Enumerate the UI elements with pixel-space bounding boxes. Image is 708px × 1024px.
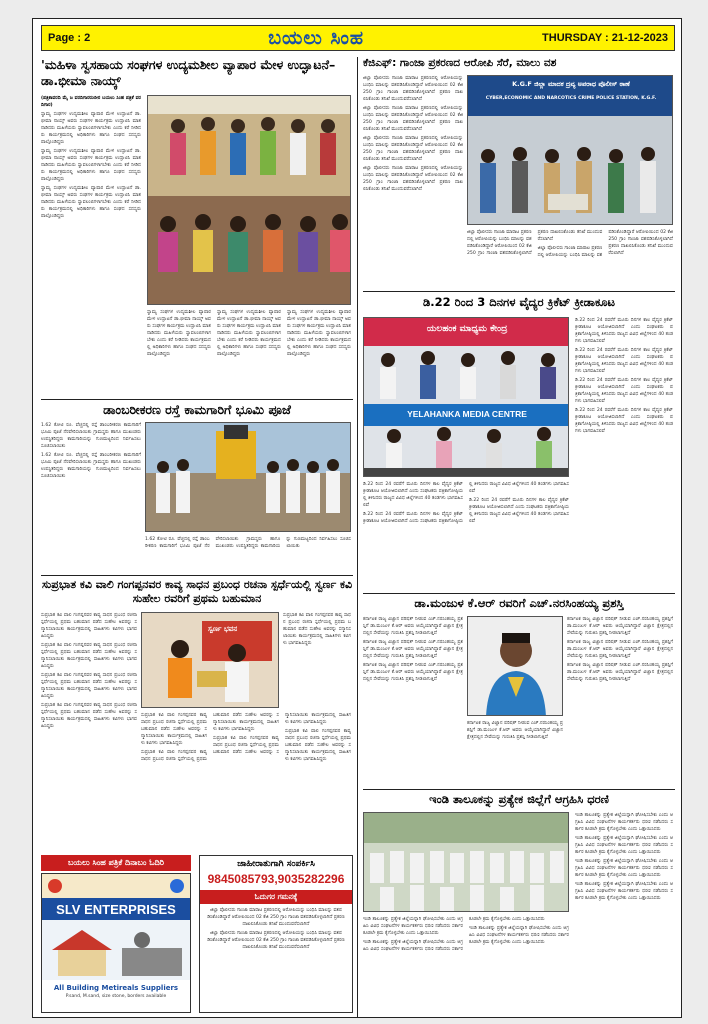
indi-body-cont: ಇಂಡಿ ತಾಲೂಕನ್ನು ಪ್ರತ್ಯೇಕ ಜಿಲ್ಲೆಯನ್ನಾಗಿ ಘೋಷಿಸಬೇಕು ಎಂದು ಆಗ್ರಹಿಸಿ ವಿವಿಧ ಸಂಘಟನೆಗಳ ಕಾರ್ಯಕರ್ತರು ಧರಣಿ ನಡೆಸಿದರು ಸರ್ಕಾರ ಕೂಡಲೇ ಕ್ರಮ ಕೈಗೊಳ್ಳಬೇಕು ಎಂದು ಒತ್ತಾಯಿಸಿದರು: [363, 917, 545, 952]
media-centre-kannada-banner: ಯಲಹಂಕ ಮಾಧ್ಯಮ ಕೇಂದ್ರ: [426, 324, 508, 334]
poem-body-cont: ಸುಪ್ರಭಾತ ಕವಿ ವಾಲಿ ಗಂಗಪ್ಪನವರ ಕಾವ್ಯ ಸಾಧನ ಪ್ರಬಂಧ ರಚನಾ ಸ್ಪರ್ಧೆಯಲ್ಲಿ ಪ್ರಥಮ ಬಹುಮಾನ ಪಡೆದ ಸುಹೇಲ ಅವರನ್ನು ಸನ್ಮಾನಿಸಲಾಯಿತು ಕಾರ್ಯಕ್ರಮದಲ್ಲಿ ಸಾಹಿತಿಗಳು ಕವಿಗಳು ಭಾಗವಹಿಸಿದ್ದರು: [285, 729, 351, 762]
poem-body-col3: [283, 612, 351, 708]
kgf-body-repeat: ಜಿಲ್ಲಾ ಪೊಲೀಸರು ಗಾಂಜಾ ಮಾರಾಟ ಪ್ರಕರಣದಲ್ಲಿ ಆರೋಪಿಯನ್ನು ಬಂಧಿಸಿ ಮಾಲನ್ನು ವಶಪಡಿಸಿಕೊಂಡಿದ್ದಾರೆ ಆರೋಪಿಯಿಂದ 02 ಕೆಜಿ 250 ಗ್ರಾಂ ಗಾಂಜಾ ವಶಪಡಿಸಿಕೊಳ್ಳಲಾಗಿದೆ ಪ್ರಕರಣ ದಾಖಲಿಸಿಕೊಂಡು ತನಿಖೆ ಮುಂದುವರೆಸಲಾಗಿದೆ: [363, 106, 463, 132]
indi-headline: ಇಂಡಿ ತಾಲೂಕನ್ನು ಪ್ರತ್ಯೇಕ ಜಿಲ್ಲೆಗೆ ಆಗ್ರಹಿಸಿ ಧರಣಿ: [429, 792, 609, 806]
column-divider: [357, 57, 358, 1017]
advertise-title: ಜಾಹೀರಾತುಗಾಗಿ ಸಂಪರ್ಕಿಸಿ: [237, 859, 315, 869]
mahila-body-continued: [147, 309, 351, 397]
poem-headline: ಸುಪ್ರಭಾತ ಕವಿ ವಾಲಿ ಗಂಗಪ್ಪನವರ ಕಾವ್ಯ ಸಾಧನ ಪ್ರಬಂಧ ರಚನಾ ಸ್ಪರ್ಧೆಯಲ್ಲಿ ಸ್ವರ್ಣ ಕವಿ ಸುಹೇಲ ರವರಿಗೆ ಪ್ರಥಮ ಬಹುಮಾನ: [41, 578, 353, 605]
award-body-cont: ಕರ್ನಾಟಕ ರಾಜ್ಯ ವಿಜ್ಞಾನ ಪರಿಷತ್ ನೀಡುವ ಎಚ್.ನರಸಿಂಹಯ್ಯ ಪ್ರಶಸ್ತಿಗೆ ಡಾ.ಮಂಜುಳ ಕೆ.ಆರ್ ಅವರು ಆಯ್ಕೆಯಾಗಿದ್ದಾರೆ ವಿಜ್ಞಾನ ಕ್ಷೇತ್ರದಲ್ಲಿನ ಸೇವೆಯನ್ನು ಗುರುತಿಸಿ ಪ್ರಶಸ್ತಿ ನೀಡಲಾಗುತ್ತಿದೆ: [567, 617, 673, 636]
indi-body-cont: ಇಂಡಿ ತಾಲೂಕನ್ನು ಪ್ರತ್ಯೇಕ ಜಿಲ್ಲೆಯನ್ನಾಗಿ ಘೋಷಿಸಬೇಕು ಎಂದು ಆಗ್ರಹಿಸಿ ವಿವಿಧ ಸಂಘಟನೆಗಳ ಕಾರ್ಯಕರ್ತರು ಧರಣಿ ನಡೆಸಿದರು ಸರ್ಕಾರ ಕೂಡಲೇ ಕ್ರಮ ಕೈಗೊಳ್ಳಬೇಕು ಎಂದು ಒತ್ತಾಯಿಸಿದರು: [469, 926, 569, 945]
slv-tagline: All Building Metireals Suppliers: [53, 984, 179, 992]
kgf-body-cont: ಜಿಲ್ಲಾ ಪೊಲೀಸರು ಗಾಂಜಾ ಮಾರಾಟ ಪ್ರಕರಣದಲ್ಲಿ ಆರೋಪಿಯನ್ನು ಬಂಧಿಸಿ ಮಾಲನ್ನು ವಶಪಡಿಸಿಕೊಂಡಿದ್ದಾರೆ ಆರೋಪಿಯಿಂದ 02 ಕೆಜಿ 250 ಗ್ರಾಂ ಗಾಂಜಾ ವಶಪಡಿಸಿಕೊಳ್ಳಲಾಗಿದೆ ಪ್ರಕರಣ ದಾಖಲಿಸಿಕೊಂಡು ತನಿಖೆ ಮುಂದುವರೆಸಲಾಗಿದೆ: [537, 230, 673, 258]
award-headline: ಡಾ.ಮಂಜುಳ ಕೆ.ಆರ್ ರವರಿಗೆ ಎಚ್.ನರಸಿಂಹಯ್ಯ ಪ್ರಶಸ್ತಿ: [414, 596, 624, 610]
cricket-body-cont: ಡಿ.22 ರಿಂದ 24 ರವರೆಗೆ ಮೂರು ದಿನಗಳ ಕಾಲ ವೈದ್ಯರ ಕ್ರಿಕೆಟ್ ಕ್ರೀಡಾಕೂಟ ಆಯೋಜಿಸಲಾಗಿದೆ ಎಂದು ಸಂಘಟಕರು ಪತ್ರಿಕಾಗೋಷ್ಠಿಯಲ್ಲಿ ತಿಳಿಸಿದರು ರಾಜ್ಯದ ವಿವಿಧ ಜಿಲ್ಲೆಗಳಿಂದ 40 ತಂಡಗಳು ಭಾಗವಹಿಸಲಿವೆ: [363, 482, 569, 524]
cricket-body-cont: ಡಿ.22 ರಿಂದ 24 ರವರೆಗೆ ಮೂರು ದಿನಗಳ ಕಾಲ ವೈದ್ಯರ ಕ್ರಿಕೆಟ್ ಕ್ರೀಡಾಕೂಟ ಆಯೋಜಿಸಲಾಗಿದೆ ಎಂದು ಸಂಘಟಕರು ಪತ್ರಿಕಾಗೋಷ್ಠಿಯಲ್ಲಿ ತಿಳಿಸಿದರು ರಾಜ್ಯದ ವಿವಿಧ ಜಿಲ್ಲೆಗಳಿಂದ 40 ತಂಡಗಳು ಭಾಗವಹಿಸಲಿವೆ: [575, 408, 673, 434]
indi-body: ಇಂಡಿ ತಾಲೂಕನ್ನು ಪ್ರತ್ಯೇಕ ಜಿಲ್ಲೆಯನ್ನಾಗಿ ಘೋಷಿಸಬೇಕು ಎಂದು ಆಗ್ರಹಿಸಿ ವಿವಿಧ ಸಂಘಟನೆಗಳ ಕಾರ್ಯಕರ್ತರು ಧರಣಿ ನಡೆಸಿದರು ಸರ್ಕಾರ ಕೂಡಲೇ ಕ್ರಮ ಕೈಗೊಳ್ಳಬೇಕು ಎಂದು ಒತ್ತಾಯಿಸಿದರು: [575, 813, 673, 832]
kgf-body-col1: [363, 75, 463, 287]
mahila-body-repeat: ಸ್ವಾಮ್ಯ ಸಂಘಗಳ ಉದ್ಯಮಶೀಲ ವ್ಯಾಪಾರ ಮೇಳ ಉದ್ಘಾಟನೆ ಡಾ.ಭೀಮಾ ನಾಯ್ಕ್ ಅವರು ಸಂಘಗಳ ಕಾರ್ಯಕ್ರಮ ಉದ್ಘಾಟಿಸಿ ಮಾತನಾಡಿದರು ಮಹಿಳೆಯರು ಸ್ವಾವಲಂಬಿಗಳಾಗಬೇಕು ಎಂದು ಕರೆ ನೀಡಿದರು ಕಾರ್ಯಕ್ರಮದಲ್ಲಿ ಅಧಿಕಾರಿಗಳು ಹಾಗೂ ಸಂಘದ ಸದಸ್ಯರು ಪಾಲ್ಗೊಂಡಿದ್ದರು: [41, 186, 141, 219]
cricket-body-col3: [575, 317, 673, 589]
indi-body-cont: ಇಂಡಿ ತಾಲೂಕನ್ನು ಪ್ರತ್ಯೇಕ ಜಿಲ್ಲೆಯನ್ನಾಗಿ ಘೋಷಿಸಬೇಕು ಎಂದು ಆಗ್ರಹಿಸಿ ವಿವಿಧ ಸಂಘಟನೆಗಳ ಕಾರ್ಯಕರ್ತರು ಧರಣಿ ನಡೆಸಿದರು ಸರ್ಕಾರ ಕೂಡಲೇ ಕ್ರಮ ಕೈಗೊಳ್ಳಬೇಕು ಎಂದು ಒತ್ತಾಯಿಸಿದರು: [575, 836, 673, 855]
notice-text: ಜಿಲ್ಲಾ ಪೊಲೀಸರು ಗಾಂಜಾ ಮಾರಾಟ ಪ್ರಕರಣದಲ್ಲಿ ಆರೋಪಿಯನ್ನು ಬಂಧಿಸಿ ಮಾಲನ್ನು ವಶಪಡಿಸಿಕೊಂಡಿದ್ದಾರೆ ಆರೋಪಿಯಿಂದ 02 ಕೆಜಿ 250 ಗ್ರಾಂ ಗಾಂಜಾ ವಶಪಡಿಸಿಕೊಳ್ಳಲಾಗಿದೆ ಪ್ರಕರಣ ದಾಖಲಿಸಿಕೊಂಡು ತನಿಖೆ ಮುಂದುವರೆಸಲಾಗಿದೆ: [207, 931, 345, 950]
section-divider: [41, 399, 353, 400]
kgf-photo: [467, 75, 673, 225]
cricket-body-cont: ಡಿ.22 ರಿಂದ 24 ರವರೆಗೆ ಮೂರು ದಿನಗಳ ಕಾಲ ವೈದ್ಯರ ಕ್ರಿಕೆಟ್ ಕ್ರೀಡಾಕೂಟ ಆಯೋಜಿಸಲಾಗಿದೆ ಎಂದು ಸಂಘಟಕರು ಪತ್ರಿಕಾಗೋಷ್ಠಿಯಲ್ಲಿ ತಿಳಿಸಿದರು ರಾಜ್ಯದ ವಿವಿಧ ಜಿಲ್ಲೆಗಳಿಂದ 40 ತಂಡಗಳು ಭಾಗವಹಿಸಲಿವೆ: [469, 498, 569, 524]
cricket-body-continued: [363, 481, 569, 589]
kgf-body-cont: ಜಿಲ್ಲಾ ಪೊಲೀಸರು ಗಾಂಜಾ ಮಾರಾಟ ಪ್ರಕರಣದಲ್ಲಿ ಆರೋಪಿಯನ್ನು ಬಂಧಿಸಿ ಮಾಲನ್ನು ವಶಪಡಿಸಿಕೊಂಡಿದ್ದಾರೆ ಆರೋಪಿಯಿಂದ 02 ಕೆಜಿ 250 ಗ್ರಾಂ ಗಾಂಜಾ ವಶಪಡಿಸಿಕೊಳ್ಳಲಾಗಿದೆ ಪ್ರಕರಣ ದಾಖಲಿಸಿಕೊಂಡು ತನಿಖೆ ಮುಂದುವರೆಸಲಾಗಿದೆ: [467, 230, 603, 256]
police-station-sign-kannada: K.G.F ಜಿಲ್ಲಾ ಮಾದಕ ದ್ರವ್ಯ ಅಪರಾಧ ಪೊಲೀಸ್ ಠಾಣೆ: [512, 80, 630, 88]
mahila-photo: [147, 95, 351, 305]
slv-name: SLV ENTERPRISES: [42, 898, 190, 920]
kgf-story: [363, 57, 675, 289]
mahila-body-repeat: ಸ್ವಾಮ್ಯ ಸಂಘಗಳ ಉದ್ಯಮಶೀಲ ವ್ಯಾಪಾರ ಮೇಳ ಉದ್ಘಾಟನೆ ಡಾ.ಭೀಮಾ ನಾಯ್ಕ್ ಅವರು ಸಂಘಗಳ ಕಾರ್ಯಕ್ರಮ ಉದ್ಘಾಟಿಸಿ ಮಾತನಾಡಿದರು ಮಹಿಳೆಯರು ಸ್ವಾವಲಂಬಿಗಳಾಗಬೇಕು ಎಂದು ಕರೆ ನೀಡಿದರು ಕಾರ್ಯಕ್ರಮದಲ್ಲಿ ಅಧಿಕಾರಿಗಳು ಹಾಗೂ ಸಂಘದ ಸದಸ್ಯರು ಪಾಲ್ಗೊಂಡಿದ್ದರು: [41, 149, 141, 182]
road-story: [41, 402, 353, 574]
road-body-col1: [41, 422, 141, 572]
poem-body-cont: ಸುಪ್ರಭಾತ ಕವಿ ವಾಲಿ ಗಂಗಪ್ಪನವರ ಕಾವ್ಯ ಸಾಧನ ಪ್ರಬಂಧ ರಚನಾ ಸ್ಪರ್ಧೆಯಲ್ಲಿ ಪ್ರಥಮ ಬಹುಮಾನ ಪಡೆದ ಸುಹೇಲ ಅವರನ್ನು ಸನ್ಮಾನಿಸಲಾಯಿತು ಕಾರ್ಯಕ್ರಮದಲ್ಲಿ ಸಾಹಿತಿಗಳು ಕವಿಗಳು ಭಾಗವಹಿಸಿದ್ದರು: [141, 713, 279, 762]
poem-photo: [141, 612, 279, 708]
indi-body-cont: ಇಂಡಿ ತಾಲೂಕನ್ನು ಪ್ರತ್ಯೇಕ ಜಿಲ್ಲೆಯನ್ನಾಗಿ ಘೋಷಿಸಬೇಕು ಎಂದು ಆಗ್ರಹಿಸಿ ವಿವಿಧ ಸಂಘಟನೆಗಳ ಕಾರ್ಯಕರ್ತರು ಧರಣಿ ನಡೆಸಿದರು ಸರ್ಕಾರ ಕೂಡಲೇ ಕ್ರಮ ಕೈಗೊಳ್ಳಬೇಕು ಎಂದು ಒತ್ತಾಯಿಸಿದರು: [575, 882, 673, 901]
award-body-cont: ಕರ್ನಾಟಕ ರಾಜ್ಯ ವಿಜ್ಞಾನ ಪರಿಷತ್ ನೀಡುವ ಎಚ್.ನರಸಿಂಹಯ್ಯ ಪ್ರಶಸ್ತಿಗೆ ಡಾ.ಮಂಜುಳ ಕೆ.ಆರ್ ಅವರು ಆಯ್ಕೆಯಾಗಿದ್ದಾರೆ ವಿಜ್ಞಾನ ಕ್ಷೇತ್ರದಲ್ಲಿನ ಸೇವೆಯನ್ನು ಗುರುತಿಸಿ ಪ್ರಶಸ್ತಿ ನೀಡಲಾಗುತ್ತಿದೆ: [363, 663, 463, 682]
notice-title: ಓದುಗರ ಗಮನಕ್ಕೆ: [200, 890, 352, 904]
poem-body-cont: ಸುಪ್ರಭಾತ ಕವಿ ವಾಲಿ ಗಂಗಪ್ಪನವರ ಕಾವ್ಯ ಸಾಧನ ಪ್ರಬಂಧ ರಚನಾ ಸ್ಪರ್ಧೆಯಲ್ಲಿ ಪ್ರಥಮ ಬಹುಮಾನ ಪಡೆದ ಸುಹೇಲ ಅವರನ್ನು ಸನ್ಮಾನಿಸಲಾಯಿತು ಕಾರ್ಯಕ್ರಮದಲ್ಲಿ ಸಾಹಿತಿಗಳು ಕವಿಗಳು ಭಾಗವಹಿಸಿದ್ದರು: [141, 713, 207, 746]
award-portrait: [467, 616, 563, 716]
kgf-body-repeat: ಜಿಲ್ಲಾ ಪೊಲೀಸರು ಗಾಂಜಾ ಮಾರಾಟ ಪ್ರಕರಣದಲ್ಲಿ ಆರೋಪಿಯನ್ನು ಬಂಧಿಸಿ ಮಾಲನ್ನು ವಶಪಡಿಸಿಕೊಂಡಿದ್ದಾರೆ ಆರೋಪಿಯಿಂದ 02 ಕೆಜಿ 250 ಗ್ರಾಂ ಗಾಂಜಾ ವಶಪಡಿಸಿಕೊಳ್ಳಲಾಗಿದೆ ಪ್ರಕರಣ ದಾಖಲಿಸಿಕೊಂಡು ತನಿಖೆ ಮುಂದುವರೆಸಲಾಗಿದೆ: [363, 136, 463, 162]
newspaper-title: ಬಯಲು ಸಿಂಹ: [268, 27, 365, 49]
award-body: ಕರ್ನಾಟಕ ರಾಜ್ಯ ವಿಜ್ಞಾನ ಪರಿಷತ್ ನೀಡುವ ಎಚ್.ನರಸಿಂಹಯ್ಯ ಪ್ರಶಸ್ತಿಗೆ ಡಾ.ಮಂಜುಳ ಕೆ.ಆರ್ ಅವರು ಆಯ್ಕೆಯಾಗಿದ್ದಾರೆ ವಿಜ್ಞಾನ ಕ್ಷೇತ್ರದಲ್ಲಿನ ಸೇವೆಯನ್ನು ಗುರುತಿಸಿ ಪ್ರಶಸ್ತಿ ನೀಡಲಾಗುತ್ತಿದೆ: [363, 617, 463, 636]
mahila-body-cont: ಸ್ವಾಮ್ಯ ಸಂಘಗಳ ಉದ್ಯಮಶೀಲ ವ್ಯಾಪಾರ ಮೇಳ ಉದ್ಘಾಟನೆ ಡಾ.ಭೀಮಾ ನಾಯ್ಕ್ ಅವರು ಸಂಘಗಳ ಕಾರ್ಯಕ್ರಮ ಉದ್ಘಾಟಿಸಿ ಮಾತನಾಡಿದರು ಮಹಿಳೆಯರು ಸ್ವಾವಲಂಬಿಗಳಾಗಬೇಕು ಎಂದು ಕರೆ ನೀಡಿದರು ಕಾರ್ಯಕ್ರಮದಲ್ಲಿ ಅಧಿಕಾರಿಗಳು ಹಾಗೂ ಸಂಘದ ಸದಸ್ಯರು ಪಾಲ್ಗೊಂಡಿದ್ದರು: [287, 310, 351, 357]
poem-body-continued: [141, 712, 351, 848]
notice-text: ಜಿಲ್ಲಾ ಪೊಲೀಸರು ಗಾಂಜಾ ಮಾರಾಟ ಪ್ರಕರಣದಲ್ಲಿ ಆರೋಪಿಯನ್ನು ಬಂಧಿಸಿ ಮಾಲನ್ನು ವಶಪಡಿಸಿಕೊಂಡಿದ್ದಾರೆ ಆರೋಪಿಯಿಂದ 02 ಕೆಜಿ 250 ಗ್ರಾಂ ಗಾಂಜಾ ವಶಪಡಿಸಿಕೊಳ್ಳಲಾಗಿದೆ ಪ್ರಕರಣ ದಾಖಲಿಸಿಕೊಂಡು ತನಿಖೆ ಮುಂದುವರೆಸಲಾಗಿದೆ: [207, 908, 345, 927]
poem-body: ಸುಪ್ರಭಾತ ಕವಿ ವಾಲಿ ಗಂಗಪ್ಪನವರ ಕಾವ್ಯ ಸಾಧನ ಪ್ರಬಂಧ ರಚನಾ ಸ್ಪರ್ಧೆಯಲ್ಲಿ ಪ್ರಥಮ ಬಹುಮಾನ ಪಡೆದ ಸುಹೇಲ ಅವರನ್ನು ಸನ್ಮಾನಿಸಲಾಯಿತು ಕಾರ್ಯಕ್ರಮದಲ್ಲಿ ಸಾಹಿತಿಗಳು ಕವಿಗಳು ಭಾಗವಹಿಸಿದ್ದರು: [41, 613, 137, 639]
poem-body-cont: ಸುಪ್ರಭಾತ ಕವಿ ವಾಲಿ ಗಂಗಪ್ಪನವರ ಕಾವ್ಯ ಸಾಧನ ಪ್ರಬಂಧ ರಚನಾ ಸ್ಪರ್ಧೆಯಲ್ಲಿ ಪ್ರಥಮ ಬಹುಮಾನ ಪಡೆದ ಸುಹೇಲ ಅವರನ್ನು ಸನ್ಮಾನಿಸಲಾಯಿತು ಕಾರ್ಯಕ್ರಮದಲ್ಲಿ ಸಾಹಿತಿಗಳು ಕವಿಗಳು ಭಾಗವಹಿಸಿದ್ದರು: [213, 713, 351, 755]
kgf-body: ಜಿಲ್ಲಾ ಪೊಲೀಸರು ಗಾಂಜಾ ಮಾರಾಟ ಪ್ರಕರಣದಲ್ಲಿ ಆರೋಪಿಯನ್ನು ಬಂಧಿಸಿ ಮಾಲನ್ನು ವಶಪಡಿಸಿಕೊಂಡಿದ್ದಾರೆ ಆರೋಪಿಯಿಂದ 02 ಕೆಜಿ 250 ಗ್ರಾಂ ಗಾಂಜಾ ವಶಪಡಿಸಿಕೊಳ್ಳಲಾಗಿದೆ ಪ್ರಕರಣ ದಾಖಲಿಸಿಕೊಂಡು ತನಿಖೆ ಮುಂದುವರೆಸಲಾಗಿದೆ: [363, 76, 463, 102]
cricket-body-cont: ಡಿ.22 ರಿಂದ 24 ರವರೆಗೆ ಮೂರು ದಿನಗಳ ಕಾಲ ವೈದ್ಯರ ಕ್ರಿಕೆಟ್ ಕ್ರೀಡಾಕೂಟ ಆಯೋಜಿಸಲಾಗಿದೆ ಎಂದು ಸಂಘಟಕರು ಪತ್ರಿಕಾಗೋಷ್ಠಿಯಲ್ಲಿ ತಿಳಿಸಿದರು ರಾಜ್ಯದ ವಿವಿಧ ಜಿಲ್ಲೆಗಳಿಂದ 40 ತಂಡಗಳು ಭಾಗವಹಿಸಲಿವೆ: [363, 482, 463, 508]
police-station-sign-english: CYBER,ECONOMIC AND NARCOTICS CRIME POLICE STATION, K.G.F.: [485, 96, 657, 101]
award-body-cont: ಕರ್ನಾಟಕ ರಾಜ್ಯ ವಿಜ್ಞಾನ ಪರಿಷತ್ ನೀಡುವ ಎಚ್.ನರಸಿಂಹಯ್ಯ ಪ್ರಶಸ್ತಿಗೆ ಡಾ.ಮಂಜುಳ ಕೆ.ಆರ್ ಅವರು ಆಯ್ಕೆಯಾಗಿದ್ದಾರೆ ವಿಜ್ಞಾನ ಕ್ಷೇತ್ರದಲ್ಲಿನ ಸೇವೆಯನ್ನು ಗುರುತಿಸಿ ಪ್ರಶಸ್ತಿ ನೀಡಲಾಗುತ್ತಿದೆ: [363, 640, 463, 659]
indi-body-col3: [575, 812, 673, 1014]
slv-products: P.sand, M.sand, size stone, borders available: [65, 994, 167, 999]
cricket-press-photo: [363, 317, 569, 477]
advertise-contact-ad: [199, 855, 353, 1013]
indi-body-cont: ಇಂಡಿ ತಾಲೂಕನ್ನು ಪ್ರತ್ಯೇಕ ಜಿಲ್ಲೆಯನ್ನಾಗಿ ಘೋಷಿಸಬೇಕು ಎಂದು ಆಗ್ರಹಿಸಿ ವಿವಿಧ ಸಂಘಟನೆಗಳ ಕಾರ್ಯಕರ್ತರು ಧರಣಿ ನಡೆಸಿದರು ಸರ್ಕಾರ ಕೂಡಲೇ ಕ್ರಮ ಕೈಗೊಳ್ಳಬೇಕು ಎಂದು ಒತ್ತಾಯಿಸಿದರು: [363, 917, 463, 936]
award-body-col1: [363, 616, 463, 784]
cricket-story: [363, 295, 675, 591]
building-materials-illustration: [42, 920, 190, 980]
poem-body-repeat: ಸುಪ್ರಭಾತ ಕವಿ ವಾಲಿ ಗಂಗಪ್ಪನವರ ಕಾವ್ಯ ಸಾಧನ ಪ್ರಬಂಧ ರಚನಾ ಸ್ಪರ್ಧೆಯಲ್ಲಿ ಪ್ರಥಮ ಬಹುಮಾನ ಪಡೆದ ಸುಹೇಲ ಅವರನ್ನು ಸನ್ಮಾನಿಸಲಾಯಿತು ಕಾರ್ಯಕ್ರಮದಲ್ಲಿ ಸಾಹಿತಿಗಳು ಕವಿಗಳು ಭಾಗವಹಿಸಿದ್ದರು: [41, 643, 137, 669]
issue-date: THURSDAY : 21-12-2023: [542, 32, 668, 44]
media-centre-english-banner: YELAHANKA MEDIA CENTRE: [407, 409, 527, 419]
award-body-col2: [467, 720, 563, 784]
award-body-col3: [567, 616, 673, 784]
newspaper-page: [32, 18, 682, 1018]
indi-story: [363, 792, 675, 1016]
award-story: [363, 596, 675, 786]
kgf-headline: ಕೆಜಿಎಫ್: ಗಾಂಜಾ ಪ್ರಕರಣದ ಆರೋಪಿ ಸೆರೆ, ಮಾಲು ವಶ: [363, 57, 557, 69]
cricket-body-cont: ಡಿ.22 ರಿಂದ 24 ರವರೆಗೆ ಮೂರು ದಿನಗಳ ಕಾಲ ವೈದ್ಯರ ಕ್ರಿಕೆಟ್ ಕ್ರೀಡಾಕೂಟ ಆಯೋಜಿಸಲಾಗಿದೆ ಎಂದು ಸಂಘಟಕರು ಪತ್ರಿಕಾಗೋಷ್ಠಿಯಲ್ಲಿ ತಿಳಿಸಿದರು ರಾಜ್ಯದ ವಿವಿಧ ಜಿಲ್ಲೆಗಳಿಂದ 40 ತಂಡಗಳು ಭಾಗವಹಿಸಲಿವೆ: [575, 348, 673, 374]
award-body-cont: ಕರ್ನಾಟಕ ರಾಜ್ಯ ವಿಜ್ಞಾನ ಪರಿಷತ್ ನೀಡುವ ಎಚ್.ನರಸಿಂಹಯ್ಯ ಪ್ರಶಸ್ತಿಗೆ ಡಾ.ಮಂಜುಳ ಕೆ.ಆರ್ ಅವರು ಆಯ್ಕೆಯಾಗಿದ್ದಾರೆ ವಿಜ್ಞಾನ ಕ್ಷೇತ್ರದಲ್ಲಿನ ಸೇವೆಯನ್ನು ಗುರುತಿಸಿ ಪ್ರಶಸ್ತಿ ನೀಡಲಾಗುತ್ತಿದೆ: [567, 663, 673, 682]
section-divider: [363, 291, 675, 292]
kgf-body-repeat: ಜಿಲ್ಲಾ ಪೊಲೀಸರು ಗಾಂಜಾ ಮಾರಾಟ ಪ್ರಕರಣದಲ್ಲಿ ಆರೋಪಿಯನ್ನು ಬಂಧಿಸಿ ಮಾಲನ್ನು ವಶಪಡಿಸಿಕೊಂಡಿದ್ದಾರೆ ಆರೋಪಿಯಿಂದ 02 ಕೆಜಿ 250 ಗ್ರಾಂ ಗಾಂಜಾ ವಶಪಡಿಸಿಕೊಳ್ಳಲಾಗಿದೆ ಪ್ರಕರಣ ದಾಖಲಿಸಿಕೊಂಡು ತನಿಖೆ ಮುಂದುವರೆಸಲಾಗಿದೆ: [363, 166, 463, 192]
kgf-body-continued: [467, 229, 673, 287]
mahila-body-cont: ಸ್ವಾಮ್ಯ ಸಂಘಗಳ ಉದ್ಯಮಶೀಲ ವ್ಯಾಪಾರ ಮೇಳ ಉದ್ಘಾಟನೆ ಡಾ.ಭೀಮಾ ನಾಯ್ಕ್ ಅವರು ಸಂಘಗಳ ಕಾರ್ಯಕ್ರಮ ಉದ್ಘಾಟಿಸಿ ಮಾತನಾಡಿದರು ಮಹಿಳೆಯರು ಸ್ವಾವಲಂಬಿಗಳಾಗಬೇಕು ಎಂದು ಕರೆ ನೀಡಿದರು ಕಾರ್ಯಕ್ರಮದಲ್ಲಿ ಅಧಿಕಾರಿಗಳು ಹಾಗೂ ಸಂಘದ ಸದಸ್ಯರು ಪಾಲ್ಗೊಂಡಿದ್ದರು: [147, 310, 211, 357]
poem-body-cont: ಸುಪ್ರಭಾತ ಕವಿ ವಾಲಿ ಗಂಗಪ್ಪನವರ ಕಾವ್ಯ ಸಾಧನ ಪ್ರಬಂಧ ರಚನಾ ಸ್ಪರ್ಧೆಯಲ್ಲಿ ಪ್ರಥಮ ಬಹುಮಾನ ಪಡೆದ ಸುಹೇಲ ಅವರನ್ನು ಸನ್ಮಾನಿಸಲಾಯಿತು ಕಾರ್ಯಕ್ರಮದಲ್ಲಿ ಸಾಹಿತಿಗಳು ಕವಿಗಳು ಭಾಗವಹಿಸಿದ್ದರು: [283, 613, 351, 646]
poem-body-col1: [41, 612, 137, 848]
poem-body-repeat: ಸುಪ್ರಭಾತ ಕವಿ ವಾಲಿ ಗಂಗಪ್ಪನವರ ಕಾವ್ಯ ಸಾಧನ ಪ್ರಬಂಧ ರಚನಾ ಸ್ಪರ್ಧೆಯಲ್ಲಿ ಪ್ರಥಮ ಬಹುಮಾನ ಪಡೆದ ಸುಹೇಲ ಅವರನ್ನು ಸನ್ಮಾನಿಸಲಾಯಿತು ಕಾರ್ಯಕ್ರಮದಲ್ಲಿ ಸಾಹಿತಿಗಳು ಕವಿಗಳು ಭಾಗವಹಿಸಿದ್ದರು: [41, 673, 137, 699]
road-headline: ಡಾಂಬರೀಕರಣ ರಸ್ತೆ ಕಾಮಗಾರಿಗೆ ಭೂಮಿ ಪೂಜೆ: [103, 402, 291, 417]
section-divider: [363, 593, 675, 594]
poem-body-repeat: ಸುಪ್ರಭಾತ ಕವಿ ವಾಲಿ ಗಂಗಪ್ಪನವರ ಕಾವ್ಯ ಸಾಧನ ಪ್ರಬಂಧ ರಚನಾ ಸ್ಪರ್ಧೆಯಲ್ಲಿ ಪ್ರಥಮ ಬಹುಮಾನ ಪಡೆದ ಸುಹೇಲ ಅವರನ್ನು ಸನ್ಮಾನಿಸಲಾಯಿತು ಕಾರ್ಯಕ್ರಮದಲ್ಲಿ ಸಾಹಿತಿಗಳು ಕವಿಗಳು ಭಾಗವಹಿಸಿದ್ದರು: [41, 703, 137, 729]
road-body-continued: [145, 536, 351, 572]
read-paper-banner: ಬಯಲು ಸಿಂಹ ಪತ್ರಿಕೆ ದಿನಾಬಂ ಓದಿರಿ: [41, 855, 191, 871]
award-body-cont: ಕರ್ನಾಟಕ ರಾಜ್ಯ ವಿಜ್ಞಾನ ಪರಿಷತ್ ನೀಡುವ ಎಚ್.ನರಸಿಂಹಯ್ಯ ಪ್ರಶಸ್ತಿಗೆ ಡಾ.ಮಂಜುಳ ಕೆ.ಆರ್ ಅವರು ಆಯ್ಕೆಯಾಗಿದ್ದಾರೆ ವಿಜ್ಞಾನ ಕ್ಷೇತ್ರದಲ್ಲಿನ ಸೇವೆಯನ್ನು ಗುರುತಿಸಿ ಪ್ರಶಸ್ತಿ ನೀಡಲಾಗುತ್ತಿದೆ: [467, 721, 563, 740]
indi-body-cont: ಇಂಡಿ ತಾಲೂಕನ್ನು ಪ್ರತ್ಯೇಕ ಜಿಲ್ಲೆಯನ್ನಾಗಿ ಘೋಷಿಸಬೇಕು ಎಂದು ಆಗ್ರಹಿಸಿ ವಿವಿಧ ಸಂಘಟನೆಗಳ ಕಾರ್ಯಕರ್ತರು ಧರಣಿ ನಡೆಸಿದರು ಸರ್ಕಾರ ಕೂಡಲೇ ಕ್ರಮ ಕೈಗೊಳ್ಳಬೇಕು ಎಂದು ಒತ್ತಾಯಿಸಿದರು: [575, 859, 673, 878]
masthead: [41, 25, 675, 51]
section-divider: [41, 575, 353, 576]
mahila-body-col1: [41, 95, 141, 395]
road-body-cont: 1.62 ಕೋಟಿ ರೂ. ವೆಚ್ಚದಲ್ಲಿ ರಸ್ತೆ ಡಾಂಬರೀಕರಣ ಕಾಮಗಾರಿಗೆ ಭೂಮಿ ಪೂಜೆ ನೆರವೇರಿಸಲಾಯಿತು ಗ್ರಾಮಸ್ಥರು ಹಾಗೂ ಮುಖಂಡರು ಉಪಸ್ಥಿತರಿದ್ದರು ಕಾಮಗಾರಿಯನ್ನು ಗುಣಮಟ್ಟದಿಂದ ನಿರ್ವಹಿಸಲು ಸೂಚಿಸಲಾಯಿತು: [145, 537, 351, 549]
page-number: Page : 2: [48, 32, 91, 44]
mahila-headline: 'ಮಹಿಳಾ ಸ್ವಸಹಾಯ ಸಂಘಗಳ ಉದ್ಯಮಶೀಲ ವ್ಯಾಪಾರ ಮೇಳ ಉದ್ಘಾಟನೆ– ಡಾ.ಭೀಮಾ ನಾಯ್ಕ್: [41, 57, 336, 88]
road-photo: [145, 422, 351, 532]
cricket-body-cont: ಡಿ.22 ರಿಂದ 24 ರವರೆಗೆ ಮೂರು ದಿನಗಳ ಕಾಲ ವೈದ್ಯರ ಕ್ರಿಕೆಟ್ ಕ್ರೀಡಾಕೂಟ ಆಯೋಜಿಸಲಾಗಿದೆ ಎಂದು ಸಂಘಟಕರು ಪತ್ರಿಕಾಗೋಷ್ಠಿಯಲ್ಲಿ ತಿಳಿಸಿದರು ರಾಜ್ಯದ ವಿವಿಧ ಜಿಲ್ಲೆಗಳಿಂದ 40 ತಂಡಗಳು ಭಾಗವಹಿಸಲಿವೆ: [575, 378, 673, 404]
road-body: 1.62 ಕೋಟಿ ರೂ. ವೆಚ್ಚದಲ್ಲಿ ರಸ್ತೆ ಡಾಂಬರೀಕರಣ ಕಾಮಗಾರಿಗೆ ಭೂಮಿ ಪೂಜೆ ನೆರವೇರಿಸಲಾಯಿತು ಗ್ರಾಮಸ್ಥರು ಹಾಗೂ ಮುಖಂಡರು ಉಪಸ್ಥಿತರಿದ್ದರು ಕಾಮಗಾರಿಯನ್ನು ಗುಣಮಟ್ಟದಿಂದ ನಿರ್ವಹಿಸಲು ಸೂಚಿಸಲಾಯಿತು: [41, 423, 141, 449]
deity-icon: [170, 879, 184, 893]
mahila-story: [41, 57, 353, 399]
advertise-phone: 9845085793,9035282296: [207, 872, 345, 886]
poem-story: [41, 578, 353, 850]
section-divider: [363, 789, 675, 790]
mahila-body-cont: ಸ್ವಾಮ್ಯ ಸಂಘಗಳ ಉದ್ಯಮಶೀಲ ವ್ಯಾಪಾರ ಮೇಳ ಉದ್ಘಾಟನೆ ಡಾ.ಭೀಮಾ ನಾಯ್ಕ್ ಅವರು ಸಂಘಗಳ ಕಾರ್ಯಕ್ರಮ ಉದ್ಘಾಟಿಸಿ ಮಾತನಾಡಿದರು ಮಹಿಳೆಯರು ಸ್ವಾವಲಂಬಿಗಳಾಗಬೇಕು ಎಂದು ಕರೆ ನೀಡಿದರು ಕಾರ್ಯಕ್ರಮದಲ್ಲಿ ಅಧಿಕಾರಿಗಳು ಹಾಗೂ ಸಂಘದ ಸದಸ್ಯರು ಪಾಲ್ಗೊಂಡಿದ್ದರು: [217, 310, 281, 357]
slv-enterprises-ad: [41, 873, 191, 1013]
poem-photo-banner-text: ಸ್ವರ್ಣ ಭವನ: [208, 625, 238, 633]
award-body-cont: ಕರ್ನಾಟಕ ರಾಜ್ಯ ವಿಜ್ಞಾನ ಪರಿಷತ್ ನೀಡುವ ಎಚ್.ನರಸಿಂಹಯ್ಯ ಪ್ರಶಸ್ತಿಗೆ ಡಾ.ಮಂಜುಳ ಕೆ.ಆರ್ ಅವರು ಆಯ್ಕೆಯಾಗಿದ್ದಾರೆ ವಿಜ್ಞಾನ ಕ್ಷೇತ್ರದಲ್ಲಿನ ಸೇವೆಯನ್ನು ಗುರುತಿಸಿ ಪ್ರಶಸ್ತಿ ನೀಡಲಾಗುತ್ತಿದೆ: [567, 640, 673, 659]
cricket-body: ಡಿ.22 ರಿಂದ 24 ರವರೆಗೆ ಮೂರು ದಿನಗಳ ಕಾಲ ವೈದ್ಯರ ಕ್ರಿಕೆಟ್ ಕ್ರೀಡಾಕೂಟ ಆಯೋಜಿಸಲಾಗಿದೆ ಎಂದು ಸಂಘಟಕರು ಪತ್ರಿಕಾಗೋಷ್ಠಿಯಲ್ಲಿ ತಿಳಿಸಿದರು ರಾಜ್ಯದ ವಿವಿಧ ಜಿಲ್ಲೆಗಳಿಂದ 40 ತಂಡಗಳು ಭಾಗವಹಿಸಲಿವೆ: [575, 318, 673, 344]
indi-body-continued: [363, 916, 569, 1014]
om-icon: [48, 879, 62, 893]
mahila-body: ಸ್ವಾಮ್ಯ ಸಂಘಗಳ ಉದ್ಯಮಶೀಲ ವ್ಯಾಪಾರ ಮೇಳ ಉದ್ಘಾಟನೆ ಡಾ.ಭೀಮಾ ನಾಯ್ಕ್ ಅವರು ಸಂಘಗಳ ಕಾರ್ಯಕ್ರಮ ಉದ್ಘಾಟಿಸಿ ಮಾತನಾಡಿದರು ಮಹಿಳೆಯರು ಸ್ವಾವಲಂಬಿಗಳಾಗಬೇಕು ಎಂದು ಕರೆ ನೀಡಿದರು ಕಾರ್ಯಕ್ರಮದಲ್ಲಿ ಅಧಿಕಾರಿಗಳು ಹಾಗೂ ಸಂಘದ ಸದಸ್ಯರು ಪಾಲ್ಗೊಂಡಿದ್ದರು: [41, 112, 141, 145]
mahila-dateline: (ಪತ್ರಿಕಾವರದಿ ಮೈ ಜ ವರದಿಗಾರರುಬೀರ ಬಯಲು ಸಿಂಹ ಪತ್ರಿಕೆ ವರದಿಗಾರ): [41, 96, 141, 108]
road-body-repeat: 1.62 ಕೋಟಿ ರೂ. ವೆಚ್ಚದಲ್ಲಿ ರಸ್ತೆ ಡಾಂಬರೀಕರಣ ಕಾಮಗಾರಿಗೆ ಭೂಮಿ ಪೂಜೆ ನೆರವೇರಿಸಲಾಯಿತು ಗ್ರಾಮಸ್ಥರು ಹಾಗೂ ಮುಖಂಡರು ಉಪಸ್ಥಿತರಿದ್ದರು ಕಾಮಗಾರಿಯನ್ನು ಗುಣಮಟ್ಟದಿಂದ ನಿರ್ವಹಿಸಲು ಸೂಚಿಸಲಾಯಿತು: [41, 453, 141, 479]
notice-body: [200, 904, 352, 1004]
cricket-headline: ಡಿ.22 ರಿಂದ 3 ದಿನಗಳ ವೈದ್ಯರ ಕ್ರಿಕೆಟ್ ಕ್ರೀಡಾಕೂಟ: [422, 295, 615, 309]
indi-protest-photo: [363, 812, 569, 912]
